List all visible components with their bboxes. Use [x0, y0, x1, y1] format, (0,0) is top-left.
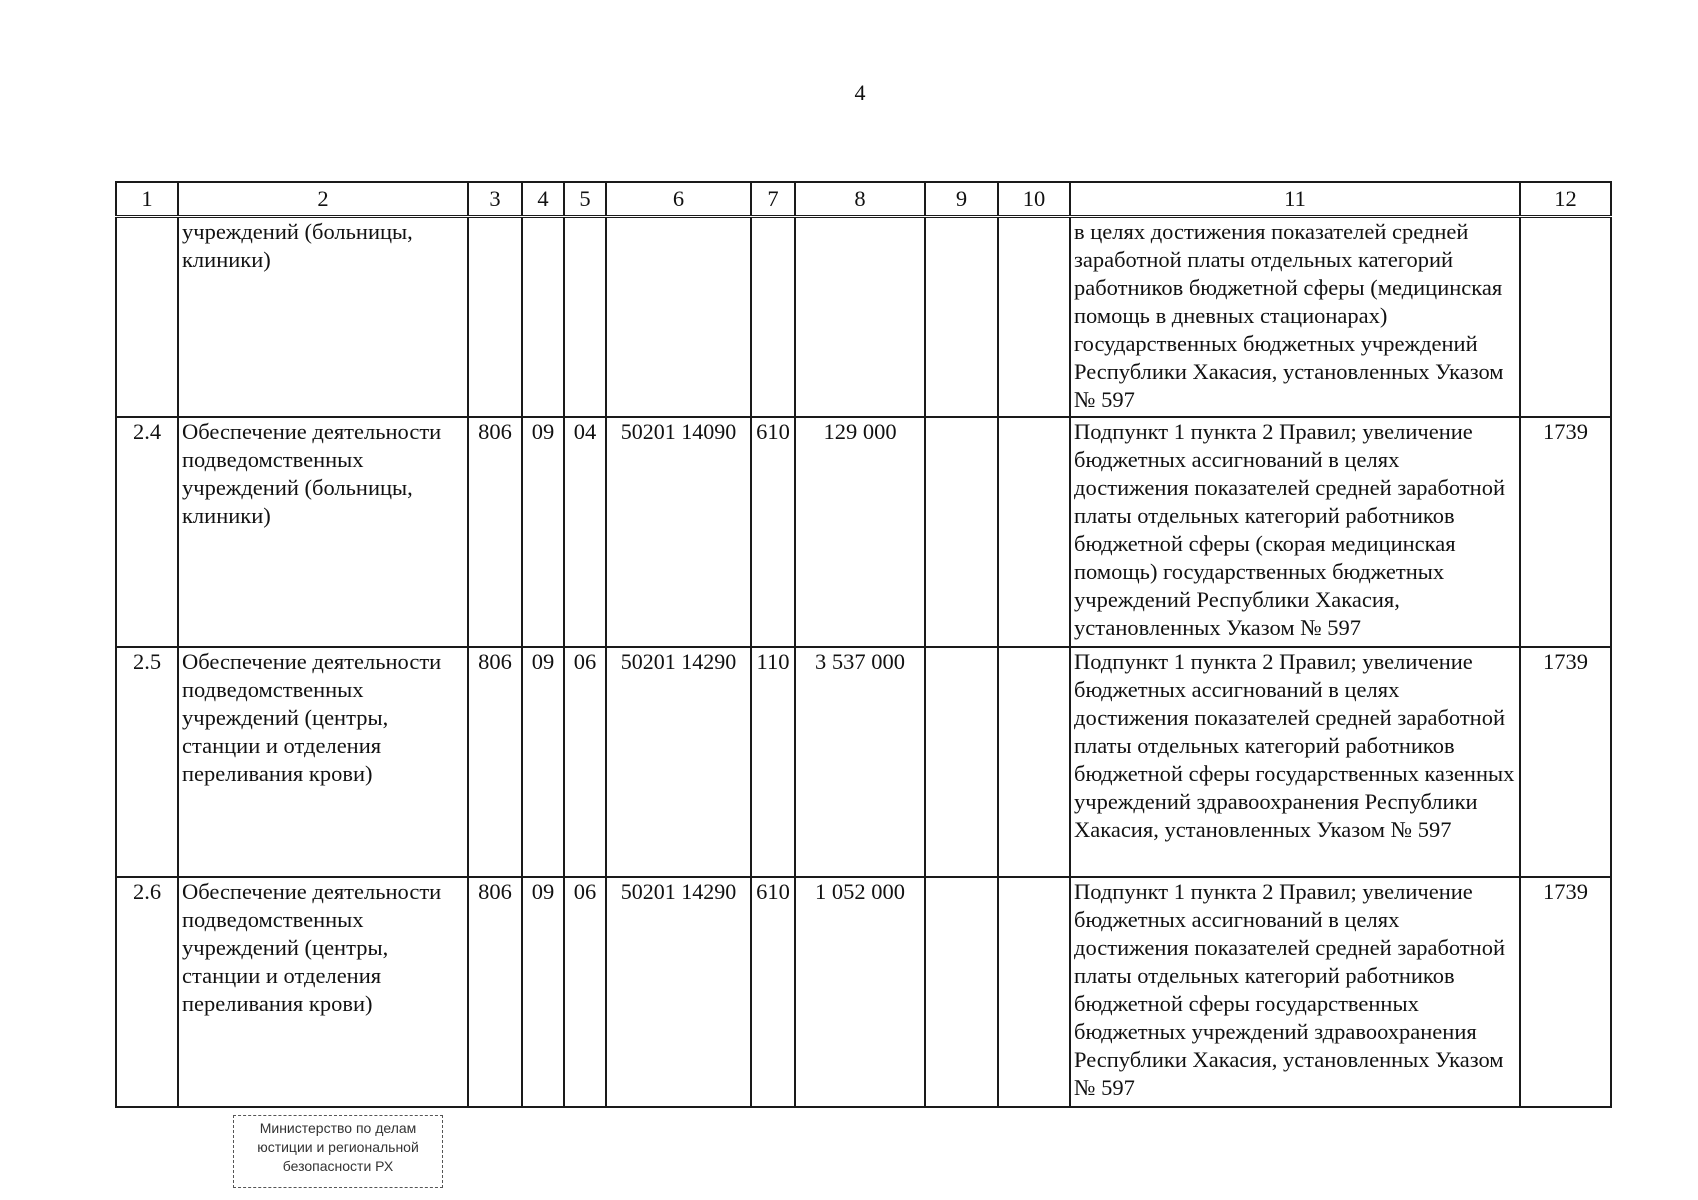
amount: 3 537 000	[795, 647, 925, 877]
ministry-code: 806	[468, 647, 522, 877]
target-article-code: 50201 14090	[606, 417, 751, 647]
subsection-code: 04	[564, 417, 606, 647]
section-code	[522, 217, 564, 417]
column-header-12: 12	[1520, 182, 1611, 217]
registration-stamp	[233, 1115, 443, 1188]
column-12-cell: 1739	[1520, 877, 1611, 1107]
column-header-1: 1	[116, 182, 178, 217]
subsection-code: 06	[564, 647, 606, 877]
row-number: 2.6	[116, 877, 178, 1107]
stamp-line: юстиции и региональной	[257, 1139, 419, 1155]
basis-text: Подпункт 1 пункта 2 Правил; увеличение бюджетных ассигнований в целях достижения показателей средней заработной платы отдельных категорий работников бюджетной сферы государственных бюджетных учреждений здравоохранения Республики Хакасия, установленных Указом № 597	[1070, 877, 1520, 1107]
section-code: 09	[522, 877, 564, 1107]
table-row-continuation	[116, 217, 1611, 417]
row-description: Обеспечение деятельности подведомственных учреждений (больницы, клиники)	[178, 417, 468, 647]
column-header-5: 5	[564, 182, 606, 217]
ministry-code	[468, 217, 522, 417]
column-9-cell	[925, 647, 998, 877]
section-code: 09	[522, 417, 564, 647]
column-header-8: 8	[795, 182, 925, 217]
row-number: 2.4	[116, 417, 178, 647]
column-10-cell	[998, 647, 1070, 877]
column-header-10: 10	[998, 182, 1070, 217]
column-header-6: 6	[606, 182, 751, 217]
ministry-code: 806	[468, 877, 522, 1107]
header-row	[116, 182, 1611, 217]
expense-type-code: 110	[751, 647, 795, 877]
column-9-cell	[925, 877, 998, 1107]
target-article-code	[606, 217, 751, 417]
column-12-cell: 1739	[1520, 647, 1611, 877]
expense-type-code: 610	[751, 417, 795, 647]
target-article-code: 50201 14290	[606, 877, 751, 1107]
row-description: учреждений (больницы, клиники)	[178, 217, 468, 417]
stamp-line: Министерство по делам	[259, 1120, 417, 1136]
row-description: Обеспечение деятельности подведомственных учреждений (центры, станции и отделения переливания крови)	[178, 877, 468, 1107]
column-header-2: 2	[178, 182, 468, 217]
table-row-2-4	[116, 417, 1611, 647]
section-code: 09	[522, 647, 564, 877]
column-9-cell	[925, 217, 998, 417]
subsection-code	[564, 217, 606, 417]
expense-type-code: 610	[751, 877, 795, 1107]
basis-text: Подпункт 1 пункта 2 Правил; увеличение бюджетных ассигнований в целях достижения показателей средней заработной платы отдельных категорий работников бюджетной сферы (скорая медицинская помощь) государственных бюджетных учреждений Республики Хакасия, установленных Указом № 597	[1070, 417, 1520, 647]
row-description: Обеспечение деятельности подведомственных учреждений (центры, станции и отделения переливания крови)	[178, 647, 468, 877]
basis-text: Подпункт 1 пункта 2 Правил; увеличение бюджетных ассигнований в целях достижения показателей средней заработной платы отдельных категорий работников бюджетной сферы государственных казенных учреждений здравоохранения Республики Хакасия, установленных Указом № 597	[1070, 647, 1520, 877]
subsection-code: 06	[564, 877, 606, 1107]
target-article-code: 50201 14290	[606, 647, 751, 877]
table-row-2-5	[116, 647, 1611, 877]
column-9-cell	[925, 417, 998, 647]
column-header-4: 4	[522, 182, 564, 217]
column-10-cell	[998, 217, 1070, 417]
column-header-11: 11	[1070, 182, 1520, 217]
column-12-cell: 1739	[1520, 417, 1611, 647]
amount: 1 052 000	[795, 877, 925, 1107]
column-12-cell	[1520, 217, 1611, 417]
ministry-code: 806	[468, 417, 522, 647]
page-number: 4	[854, 80, 866, 105]
budget-table	[115, 181, 1612, 1108]
expense-type-code	[751, 217, 795, 417]
column-header-3: 3	[468, 182, 522, 217]
amount: 129 000	[795, 417, 925, 647]
column-header-9: 9	[925, 182, 998, 217]
row-number: 2.5	[116, 647, 178, 877]
row-number	[116, 217, 178, 417]
stamp-line: безопасности РХ	[282, 1158, 394, 1174]
column-header-7: 7	[751, 182, 795, 217]
basis-text: в целях достижения показателей средней заработной платы отдельных категорий работников бюджетной сферы (медицинская помощь в дневных стационарах) государственных бюджетных учреждений Республики Хакасия, установленных Указом № 597	[1070, 217, 1520, 417]
column-10-cell	[998, 417, 1070, 647]
column-10-cell	[998, 877, 1070, 1107]
table-row-2-6	[116, 877, 1611, 1107]
amount	[795, 217, 925, 417]
